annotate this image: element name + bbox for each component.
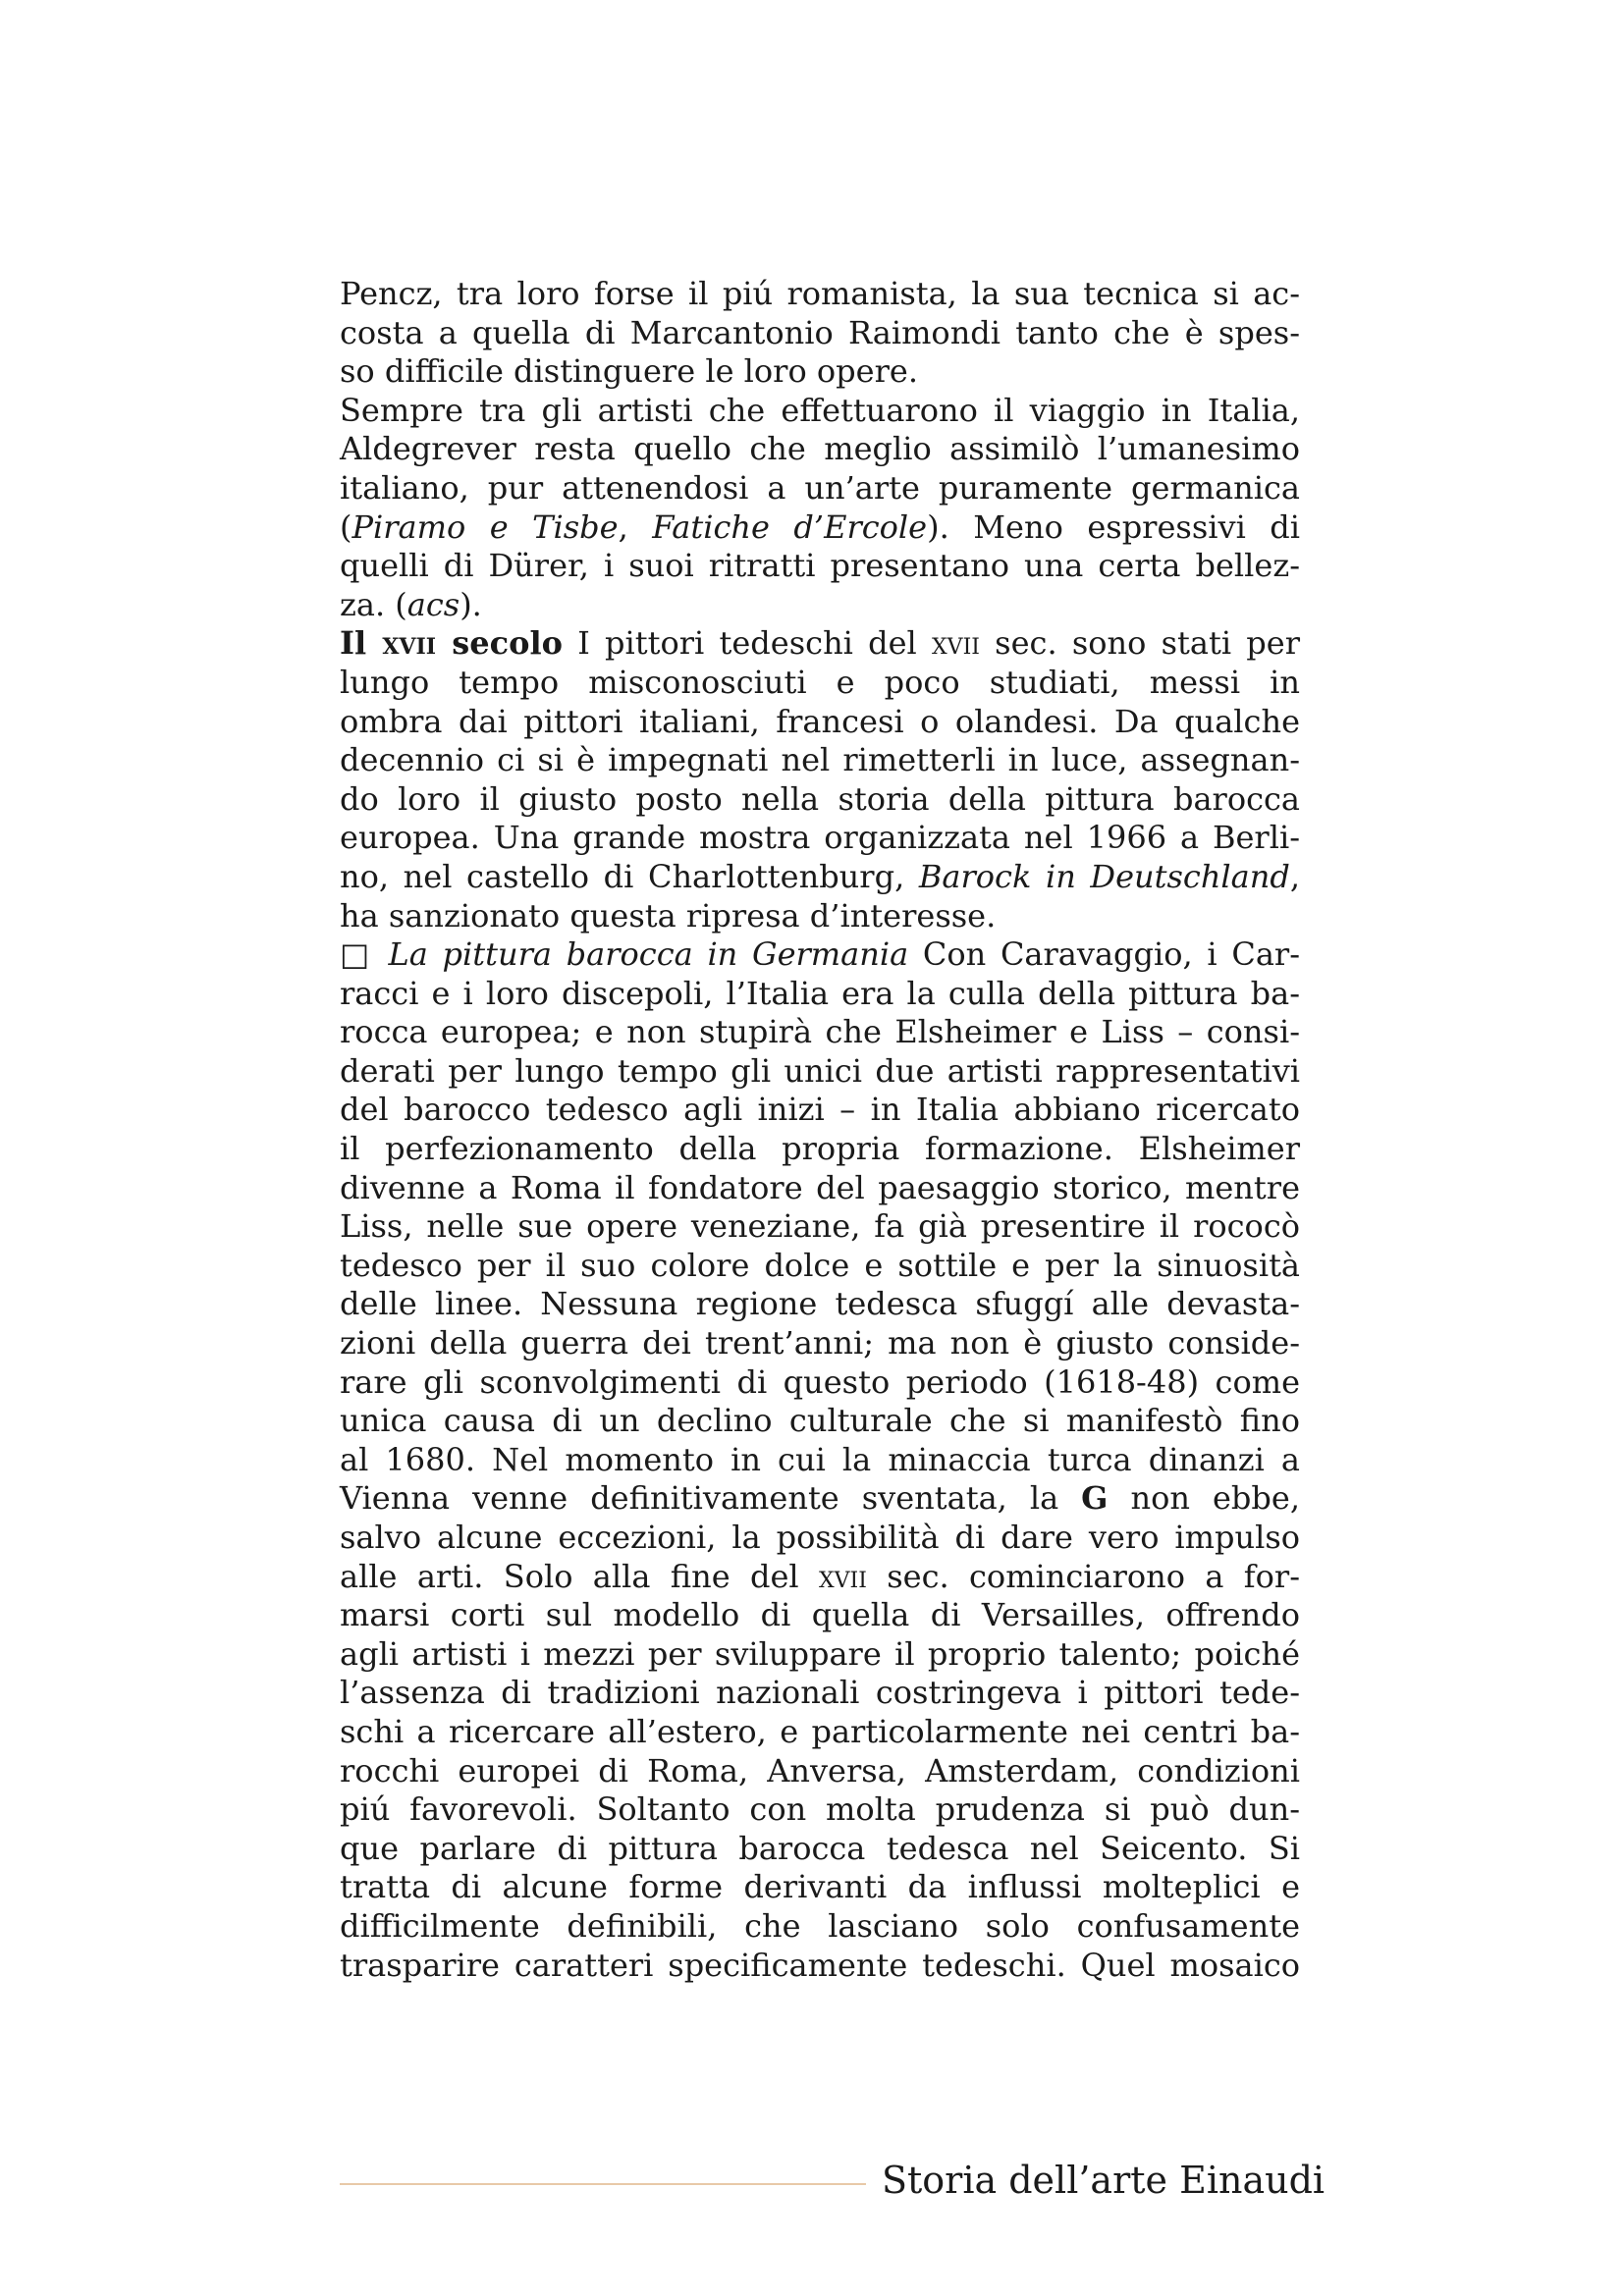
text-run: schi a ricercare all’estero, e particolarmente nei centri ba- <box>340 1712 1300 1750</box>
text-line <box>340 469 1300 508</box>
text-run: Aldegrever resta quello che meglio assimilò l’umanesimo <box>340 430 1300 468</box>
text-line <box>340 664 1300 703</box>
text-run: so difficile distinguere le loro opere. <box>340 352 918 391</box>
text-run: zioni della guerra dei trent’anni; ma non è giusto conside- <box>340 1324 1300 1362</box>
text-run: sec. cominciarono a for- <box>866 1557 1300 1595</box>
text-run: que parlare di pittura barocca tedesca nel Seicento. Si <box>340 1829 1300 1867</box>
text-run: lungo tempo misconosciuti e poco studiati, messi in <box>340 663 1300 701</box>
text-run: il perfezionamento della propria formazione. Elsheimer <box>340 1130 1300 1168</box>
text-line <box>340 392 1300 431</box>
text-run: no, nel castello di Charlottenburg, <box>340 857 919 895</box>
text-line <box>340 1868 1300 1907</box>
text-line <box>340 1635 1300 1675</box>
text-run: La pittura barocca in Germania <box>388 935 909 974</box>
text-run: europea. Una grande mostra organizzata nel 1966 a Berli- <box>340 819 1300 857</box>
text-line <box>340 1169 1300 1208</box>
text-run: xvii <box>818 1557 867 1595</box>
text-run: costa a quella di Marcantonio Raimondi tanto che è spes- <box>340 313 1300 351</box>
text-run: trasparire caratteri specificamente tedeschi. Quel mosaico <box>340 1946 1300 1984</box>
text-line <box>340 430 1300 469</box>
text-run: rare gli sconvolgimenti di questo periodo (1618-48) come <box>340 1362 1300 1401</box>
text-run: , <box>1289 857 1301 895</box>
text-line <box>340 1830 1300 1869</box>
text-run: unica causa di un declino culturale che si manifestò fino <box>340 1402 1300 1440</box>
text-line <box>340 1207 1300 1247</box>
text-run: difficilmente definibili, che lasciano solo confusamente <box>340 1906 1300 1945</box>
text-run: ha sanzionato questa ripresa d’interesse. <box>340 896 997 934</box>
text-line <box>340 1402 1300 1441</box>
text-line <box>340 897 1300 936</box>
text-line <box>340 1752 1300 1791</box>
text-run: Barock in Deutschland <box>918 857 1290 895</box>
text-run: racci e i loro discepoli, l’Italia era la culla della pittura ba- <box>340 974 1300 1012</box>
text-line <box>340 1247 1300 1286</box>
text-line <box>340 1324 1300 1363</box>
text-run: secolo <box>436 624 563 663</box>
footer-title: Storia dell’arte Einaudi <box>882 2159 1325 2202</box>
text-line <box>340 624 1300 664</box>
text-run: decennio ci si è impegnati nel rimetterli in luce, assegnan- <box>340 741 1300 779</box>
text-line <box>340 1596 1300 1635</box>
text-run: xvii <box>382 624 437 663</box>
text-line <box>340 703 1300 742</box>
text-run: sec. sono stati per <box>979 624 1301 663</box>
text-run: piú favorevoli. Soltanto con molta prudenza si può dun- <box>340 1790 1300 1829</box>
text-line <box>340 1363 1300 1403</box>
text-line <box>340 1558 1300 1597</box>
text-run: G <box>1081 1479 1109 1518</box>
text-run: ( <box>340 507 352 546</box>
text-run: divenne a Roma il fondatore del paesaggio storico, mentre <box>340 1168 1300 1206</box>
text-line <box>340 1947 1300 1986</box>
text-run: rocchi europei di Roma, Anversa, Amsterdam, condizioni <box>340 1751 1300 1789</box>
text-run: tedesco per il suo colore dolce e sottile e per la sinuosità <box>340 1246 1300 1284</box>
text-run: Sempre tra gli artisti che effettuarono il viaggio in Italia, <box>340 391 1300 429</box>
text-run: , <box>618 507 653 546</box>
text-run: xvii <box>932 624 980 663</box>
text-run: Con Caravaggio, i Car- <box>908 935 1301 974</box>
text-run: za. ( <box>340 585 407 623</box>
text-line <box>340 275 1300 314</box>
text-run: ombra dai pittori italiani, francesi o olandesi. Da qualche <box>340 702 1300 740</box>
text-line <box>340 1479 1300 1519</box>
text-line <box>340 314 1300 353</box>
text-run: delle linee. Nessuna regione tedesca sfuggí alle devasta- <box>340 1285 1300 1323</box>
body-text <box>340 275 1300 1985</box>
text-run: salvo alcune eccezioni, la possibilità di dare vero impulso <box>340 1519 1300 1556</box>
text-line <box>340 1519 1300 1558</box>
text-run: Fatiche d’Ercole <box>652 507 928 546</box>
text-run: quelli di Dürer, i suoi ritratti presentano una certa bellez- <box>340 547 1300 585</box>
text-run: I pittori tedeschi del <box>562 624 933 663</box>
text-run: Vienna venne definitivamente sventata, la <box>340 1479 1082 1518</box>
text-run: Il <box>340 624 383 663</box>
text-run: tratta di alcune forme derivanti da influssi molteplici e <box>340 1868 1300 1906</box>
text-line <box>340 1790 1300 1830</box>
text-line <box>340 1713 1300 1752</box>
text-run: del barocco tedesco agli inizi – in Italia abbiano ricercato <box>340 1091 1300 1129</box>
text-run: al 1680. Nel momento in cui la minaccia turca dinanzi a <box>340 1440 1300 1478</box>
footer-rule <box>340 2183 866 2185</box>
text-run: non ebbe, <box>1108 1479 1301 1518</box>
text-line <box>340 1091 1300 1130</box>
text-line <box>340 1674 1300 1713</box>
text-run: □ <box>340 935 389 974</box>
text-run: derati per lungo tempo gli unici due artisti rappresentativi <box>340 1051 1300 1090</box>
text-line <box>340 780 1300 820</box>
text-run: Pencz, tra loro forse il piú romanista, la sua tecnica si ac- <box>340 275 1300 312</box>
text-run: marsi corti sul modello di quella di Versailles, offrendo <box>340 1596 1300 1634</box>
text-line <box>340 741 1300 780</box>
text-run: acs <box>406 585 460 623</box>
text-line <box>340 1130 1300 1169</box>
text-run: Liss, nelle sue opere veneziane, fa già presentire il rococò <box>340 1207 1300 1246</box>
text-line <box>340 1907 1300 1947</box>
text-line <box>340 935 1300 975</box>
text-line <box>340 1285 1300 1324</box>
text-line <box>340 586 1300 625</box>
text-run: ). <box>460 585 482 623</box>
text-line <box>340 819 1300 858</box>
text-run: ). Meno espressivi di <box>927 507 1301 546</box>
text-line <box>340 1441 1300 1480</box>
text-run: agli artisti i mezzi per sviluppare il proprio talento; poiché <box>340 1634 1300 1673</box>
text-line <box>340 975 1300 1014</box>
text-line <box>340 1052 1300 1092</box>
text-line <box>340 352 1300 392</box>
text-run: rocca europea; e non stupirà che Elsheimer e Liss – consi- <box>340 1013 1300 1051</box>
text-run: l’assenza di tradizioni nazionali costringeva i pittori tede- <box>340 1674 1300 1712</box>
text-run: alle arti. Solo alla fine del <box>340 1557 819 1595</box>
text-run: do loro il giusto posto nella storia della pittura barocca <box>340 779 1300 818</box>
text-run: italiano, pur attenendosi a un’arte puramente germanica <box>340 468 1300 507</box>
text-run: Piramo e Tisbe <box>352 507 619 546</box>
text-line <box>340 1013 1300 1052</box>
text-line <box>340 858 1300 897</box>
text-line <box>340 547 1300 586</box>
text-line <box>340 508 1300 548</box>
